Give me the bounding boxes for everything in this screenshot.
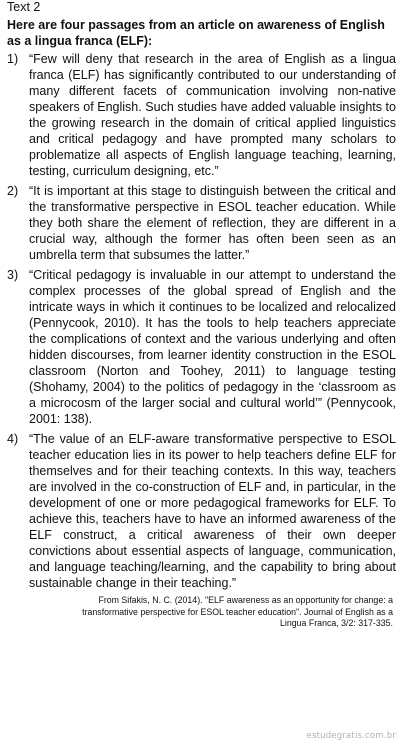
intro-heading: Here are four passages from an article on awareness of English as a lingua franca (ELF): <box>7 18 385 48</box>
passage-number: 2) <box>7 184 19 198</box>
passage-number: 4) <box>7 432 19 446</box>
citation-line: Lingua Franca, 3/2: 317-335. <box>280 618 393 628</box>
passage-item <box>7 183 396 263</box>
passage-text: “The value of an ELF-aware transformative perspective to ESOL teacher education lies in its power to help teachers define ELF for themselves and for their teaching contexts. In this way, teachers are involved in the co-construction of ELF and, in particular, in the development of one or more pedagogical frameworks for ELF. To achieve this, teachers have to have an informed awareness of the ELF construct, a critical awareness of their own deeper convictions about essential aspects of language, communication, and language teaching/learning, and the capability to bring about sustainable change in their teaching.” <box>29 432 396 590</box>
citation-line: From Sifakis, N. C. (2014). "ELF awareness as an opportunity for change: a <box>98 595 393 605</box>
site-watermark: estudegratis.com.br <box>306 731 396 741</box>
text-label: Text 2 <box>7 0 41 14</box>
passage-list <box>7 51 396 591</box>
passage-number: 1) <box>7 52 19 66</box>
source-citation <box>7 595 396 630</box>
passage-item <box>7 51 396 179</box>
passage-text: “Critical pedagogy is invaluable in our attempt to understand the complex processes of the global spread of English and the intricate ways in which it continues to be localized and relocalized (Pennycook, 2010). It has the tools to help teachers appreciate the complications of context and the various underlying and often hidden discourses, from learner identity construction in the ESOL classroom (Norton and Toohey, 2011) to language testing (Shohamy, 2004) to the politics of pedagogy in the ‘classroom as a microcosm of the larger social and cultural world’” (Pennycook, 2001: 138). <box>29 268 396 426</box>
passage-text: “It is important at this stage to distinguish between the critical and the transformative perspective in ESOL teacher education. While they both share the element of reflection, they are different in a crucial way, although the former has often been seen as an umbrella term that subsumes the latter.” <box>29 184 396 262</box>
passage-item <box>7 267 396 427</box>
passage-text: “Few will deny that research in the area of English as a lingua franca (ELF) has significantly contributed to our understanding of many different facets of communication involving non-native speakers of English. Such studies have added valuable insights to the growing research in the domain of critical applied linguistics and critical pedagogy and have prompted many scholars to problematize all aspects of English language teaching, learning, testing, curriculum designing, etc.” <box>29 52 396 178</box>
document <box>7 0 396 630</box>
citation-line: transformative perspective for ESOL teacher education". Journal of English as a <box>82 606 393 617</box>
passage-number: 3) <box>7 268 19 282</box>
passage-item <box>7 431 396 591</box>
